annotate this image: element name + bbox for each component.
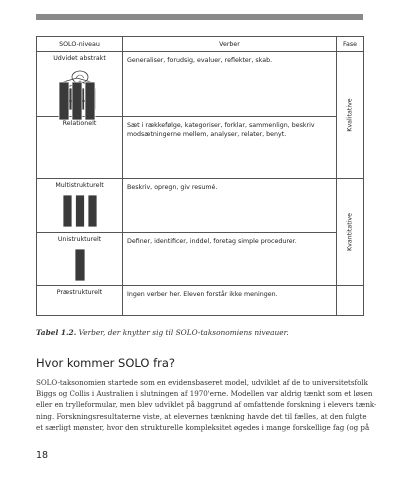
table-header-row [37,37,364,52]
level-cell [37,179,123,233]
section-heading: Hvor kommer SOLO fra? [36,356,176,370]
body-paragraph [36,377,377,433]
unistructural-icon [70,247,90,283]
relational-icon [55,76,99,124]
level-label: Udvidet abstrakt [53,55,106,62]
header-phase: Fase [337,37,364,52]
level-cell [37,117,123,179]
caption-text: Verber, der knytter sig til SOLO-taksonomiens niveauer. [76,328,289,337]
caption-label: Tabel 1.2. [36,328,77,337]
table-row [37,117,364,179]
phase-quantitative: Kvantitative [337,179,364,286]
page-number: 18 [36,450,49,461]
verbs-cell: Sæt i rækkefølge, kategoriser, forklar, sammenlign, beskriv modsætningerne mellem, analyser, relater, benyt. [123,117,337,179]
level-label: Relationelt [62,120,97,127]
paragraph-line: et særligt mønster, hvor den strukturelle kompleksitet øgedes i mange forskellige fag (og på [36,422,370,432]
level-cell [37,286,123,316]
verbs-cell: Definer, identificer, inddel, foretag simple procedurer. [123,233,337,286]
paragraph-line: eller en trylleformular, men blev udviklet på baggrund af omfattende forskning i elevers tænk- [36,400,377,410]
table-row [37,233,364,286]
level-label: Unistrukturelt [57,236,102,243]
header-rule [36,14,363,20]
verbs-cell: Ingen verber her. Eleven forstår ikke meningen. [123,286,337,316]
multistructural-icon [60,193,100,231]
verbs-cell: Beskriv, opregn, giv resumé. [123,179,337,233]
level-cell [37,233,123,286]
paragraph-line: Biggs og Collis i Australien i slutningen af 1970'erne. Modellen var aldrig tænkt som et løsen [36,389,373,399]
header-verbs: Verber [123,37,337,52]
table-row [37,179,364,233]
verbs-cell: Generaliser, forudsig, evaluer, reflekter, skab. [123,52,337,117]
phase-empty [337,286,364,316]
header-level: SOLO-niveau [37,37,123,52]
phase-qualitative: Kvalitative [337,52,364,179]
table-caption [36,328,289,337]
level-label: Præstrukturelt [56,289,103,296]
paragraph-line: SOLO-taksonomien startede som en evidensbaseret model, udviklet af de to universitetsfolk [36,378,368,387]
paragraph-line: ning. Forskningsresultaterne viste, at elevernes tænkning havde det til fælles, at den fulgte [36,411,367,421]
table-row [37,286,364,316]
level-label: Multistrukturelt [55,182,104,189]
